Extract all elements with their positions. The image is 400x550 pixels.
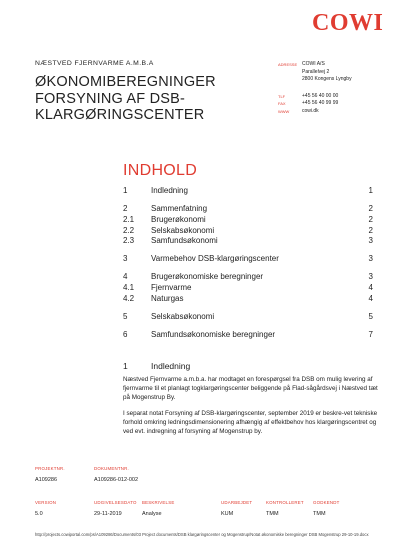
dokumentnr-label: DOKUMENTNR. [94, 466, 129, 471]
footer-file-path: http://projects.cowiportal.com/ps/A109286/Documents/03 Project documents/DSB klargøringscenter og Mogenstrup/Notat økonomiske beregninger DSB Mogenstrup 29-10-19.docx [35, 532, 369, 537]
beskrivelse-label: BESKRIVELSE [142, 500, 175, 505]
toc-page: 7 [368, 329, 373, 339]
udarbejdet-value: KUM [221, 511, 234, 517]
www-label: WWW [278, 108, 290, 114]
address-block [278, 61, 352, 116]
toc-text: Samfundsøkonomi [151, 236, 218, 246]
address-label: ADRESSE [278, 62, 298, 67]
www-value[interactable]: cowi.dk [302, 107, 319, 114]
udgivelsesdato-value: 29-11-2019 [94, 511, 122, 517]
toc-number: 2.3 [123, 236, 135, 246]
fax-value: +45 56 40 99 99 [302, 100, 339, 107]
toc-page: 4 [368, 293, 373, 303]
toc-item[interactable] [123, 330, 373, 341]
tlf-label: TLF [278, 93, 286, 99]
toc-text: Fjernvarme [151, 283, 192, 293]
toc-number: 2.1 [123, 214, 135, 224]
toc-page: 3 [368, 236, 373, 246]
address-city: 2800 Kongens Lyngby [302, 76, 352, 83]
projektnr-label: PROJEKTNR. [35, 466, 65, 471]
cowi-logo: COWI [312, 10, 384, 36]
toc-item[interactable] [123, 204, 373, 215]
toc-page: 5 [368, 311, 373, 321]
beskrivelse-value: Analyse [142, 511, 162, 517]
version-value: 5.0 [35, 511, 43, 517]
toc-number: 3 [123, 254, 128, 264]
toc-text: Selskabsøkonomi [151, 311, 215, 321]
projektnr-value: A109286 [35, 477, 58, 483]
section-number: 1 [123, 361, 128, 371]
udgivelsesdato-label: UDGIVELSESDATO [94, 500, 137, 505]
toc-text: Selskabsøkonomi [151, 225, 215, 235]
toc-item[interactable] [123, 226, 373, 237]
version-label: VERSION [35, 500, 57, 505]
toc-text: Sammenfatning [151, 203, 208, 213]
toc-item[interactable] [123, 236, 373, 247]
toc-page: 3 [368, 254, 373, 264]
toc-item[interactable] [123, 186, 373, 197]
address-company: COWI A/S [302, 61, 325, 67]
toc-number: 5 [123, 311, 128, 321]
toc-number: 4 [123, 272, 128, 282]
toc-page: 4 [368, 283, 373, 293]
toc-page: 3 [368, 272, 373, 282]
toc-item[interactable] [123, 272, 373, 283]
toc-text: Varmebehov DSB-klargøringscenter [151, 254, 279, 264]
address-street: Parallelvej 2 [302, 68, 330, 75]
udarbejdet-label: UDARBEJDET [221, 500, 253, 505]
toc-item[interactable] [123, 294, 373, 305]
section-title: Indledning [151, 361, 191, 371]
toc-text: Naturgas [151, 293, 184, 303]
toc-number: 1 [123, 186, 128, 195]
toc-item[interactable] [123, 215, 373, 226]
toc-page: 1 [368, 186, 373, 195]
section-heading [123, 361, 190, 371]
kontrolleret-value: TMM [266, 511, 279, 517]
paragraph-2: I separat notat Forsyning af DSB-klargøringscenter, september 2019 er beskre-vet tekniske forhold omkring ledningsdimensionering afhængig af effektbehov hos klargøringscentret og ved evt. indregning af forsyning af Mogenstrup by. [123, 410, 378, 435]
toc-number: 4.2 [123, 293, 135, 303]
toc-page: 2 [368, 203, 373, 213]
toc-item[interactable] [123, 283, 373, 294]
godkendt-value: TMM [313, 511, 326, 517]
toc-page: 2 [368, 225, 373, 235]
toc-text: Brugerøkonomiske beregninger [151, 272, 264, 282]
toc-page: 2 [368, 214, 373, 224]
document-title [35, 74, 235, 124]
toc-text: Samfundsøkonomiske beregninger [151, 329, 276, 339]
toc-item[interactable] [123, 312, 373, 323]
toc-text: Brugerøkonomi [151, 214, 206, 224]
tlf-value: +45 56 40 00 00 [302, 92, 339, 99]
toc-text: Indledning [151, 186, 188, 195]
godkendt-label: GODKENDT [313, 500, 340, 505]
kontrolleret-label: KONTROLLERET [266, 500, 304, 505]
toc-number: 2 [123, 203, 128, 213]
toc-item[interactable] [123, 254, 373, 265]
toc-number: 4.1 [123, 283, 135, 293]
title-line: FORSYNING AF DSB- [35, 90, 186, 107]
paragraph-1: Næstved Fjernvarme a.m.b.a. har modtaget en forespørgsel fra DSB om mulig levering af fjernvarme til et planlagt togklargøringscenter beliggende på Flad-sågårdsvej i Næstved tæt på Mogenstrup By. [123, 376, 378, 401]
client-name: NÆSTVED FJERNVARME A.M.B.A [35, 60, 154, 67]
fax-label: FAX [278, 101, 286, 107]
title-line: ØKONOMIBEREGNINGER [35, 74, 216, 90]
toc-heading: INDHOLD [123, 162, 198, 179]
toc-number: 2.2 [123, 225, 135, 235]
title-line: KLARGØRINGSCENTER [35, 107, 205, 123]
table-of-contents [123, 186, 373, 341]
dokumentnr-value: A109286-012-002 [94, 477, 139, 483]
toc-number: 6 [123, 329, 128, 339]
